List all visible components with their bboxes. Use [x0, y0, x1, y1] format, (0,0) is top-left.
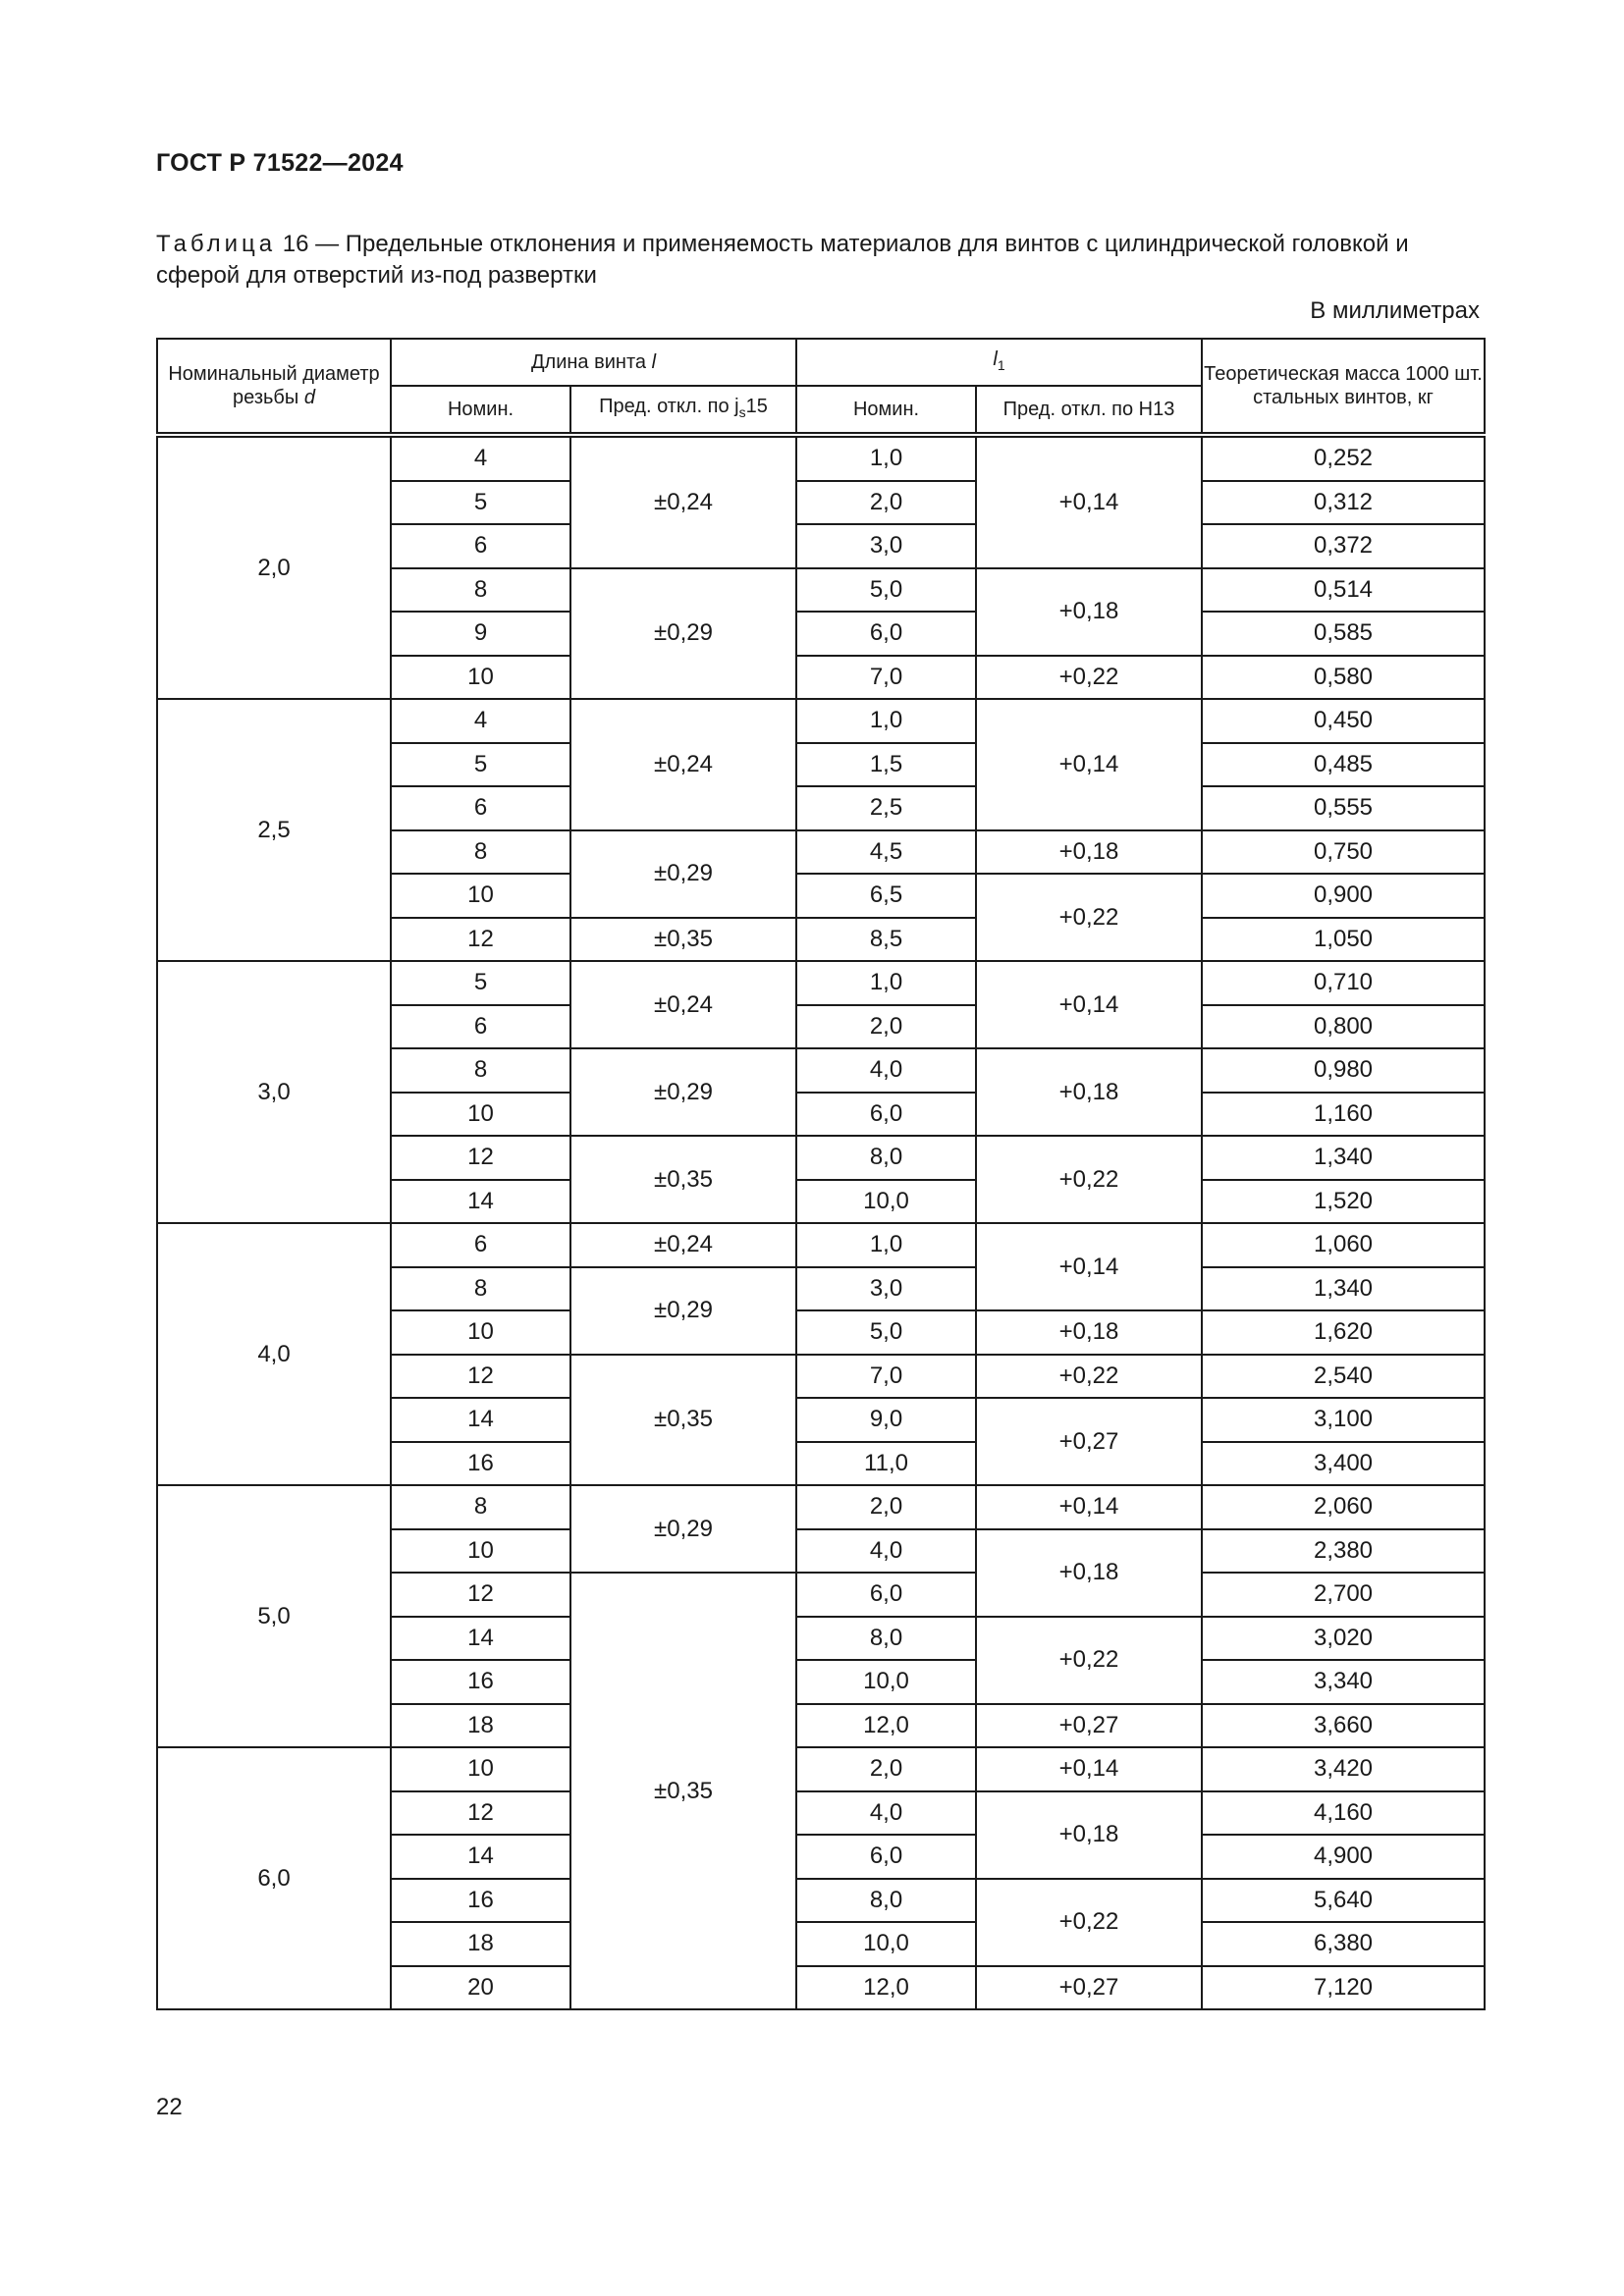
cell-length-tolerance: ±0,35: [570, 1136, 796, 1223]
cell-l1-tolerance: +0,18: [976, 1310, 1202, 1355]
cell-l1-tolerance: +0,27: [976, 1704, 1202, 1748]
cell-mass: 1,340: [1202, 1267, 1485, 1311]
cell-length-tolerance: ±0,35: [570, 1355, 796, 1486]
cell-diameter: 3,0: [157, 961, 391, 1223]
cell-mass: 0,800: [1202, 1005, 1485, 1049]
cell-length-tolerance: ±0,29: [570, 568, 796, 700]
cell-mass: 2,060: [1202, 1485, 1485, 1529]
cell-length-tolerance: ±0,24: [570, 435, 796, 568]
cell-l1: 4,5: [796, 830, 976, 875]
cell-diameter: 5,0: [157, 1485, 391, 1747]
cell-l1: 4,0: [796, 1529, 976, 1574]
cell-length: 8: [391, 830, 570, 875]
cell-l1: 12,0: [796, 1966, 976, 2010]
header-tol-l-prefix: Пред. откл. по j: [599, 396, 739, 417]
cell-mass: 0,900: [1202, 874, 1485, 918]
cell-l1: 8,0: [796, 1879, 976, 1923]
cell-length-tolerance: ±0,24: [570, 699, 796, 830]
cell-l1-tolerance: +0,18: [976, 1529, 1202, 1617]
cell-mass: 3,340: [1202, 1660, 1485, 1704]
header-tol-l1: Пред. откл. по H13: [976, 386, 1202, 435]
header-l1: [796, 339, 1202, 386]
cell-l1: 10,0: [796, 1660, 976, 1704]
cell-mass: 3,420: [1202, 1747, 1485, 1791]
table-row: [157, 961, 1485, 1005]
header-tol-l-suffix: 15: [745, 396, 768, 417]
cell-l1: 2,5: [796, 786, 976, 830]
cell-mass: 1,340: [1202, 1136, 1485, 1180]
table-row: [157, 1485, 1485, 1529]
cell-l1-tolerance: +0,14: [976, 1485, 1202, 1529]
page-number: 22: [156, 2094, 183, 2120]
header-nominal-diameter-var: d: [303, 387, 315, 408]
cell-mass: 3,100: [1202, 1398, 1485, 1442]
cell-length-tolerance: ±0,24: [570, 961, 796, 1048]
cell-l1: 2,0: [796, 1747, 976, 1791]
header-nomin-l: Номин.: [391, 386, 570, 435]
cell-length: 12: [391, 1791, 570, 1836]
cell-l1-tolerance: +0,22: [976, 1355, 1202, 1399]
cell-l1: 4,0: [796, 1048, 976, 1093]
header-tol-l: [570, 386, 796, 435]
units-label: В миллиметрах: [1310, 297, 1480, 324]
cell-length: 12: [391, 918, 570, 962]
cell-length: 18: [391, 1922, 570, 1966]
cell-l1-tolerance: +0,27: [976, 1398, 1202, 1485]
cell-length: 14: [391, 1617, 570, 1661]
cell-mass: 0,585: [1202, 612, 1485, 656]
cell-l1-tolerance: +0,22: [976, 1879, 1202, 1966]
cell-l1-tolerance: +0,18: [976, 568, 1202, 656]
cell-mass: 3,020: [1202, 1617, 1485, 1661]
cell-l1-tolerance: +0,27: [976, 1966, 1202, 2010]
cell-l1: 10,0: [796, 1922, 976, 1966]
header-nominal-diameter: [157, 339, 391, 435]
cell-l1-tolerance: +0,14: [976, 961, 1202, 1048]
cell-length: 8: [391, 568, 570, 613]
cell-mass: 1,620: [1202, 1310, 1485, 1355]
cell-l1: 1,0: [796, 961, 976, 1005]
cell-mass: 2,700: [1202, 1573, 1485, 1617]
cell-l1: 7,0: [796, 656, 976, 700]
cell-length: 6: [391, 1005, 570, 1049]
cell-length: 8: [391, 1485, 570, 1529]
table-caption: [156, 229, 1484, 292]
cell-mass: 0,252: [1202, 435, 1485, 481]
header-tol-l-sub: s: [738, 404, 746, 420]
cell-length-tolerance: ±0,29: [570, 830, 796, 918]
cell-length-tolerance: ±0,35: [570, 1573, 796, 2009]
cell-mass: 4,900: [1202, 1835, 1485, 1879]
cell-l1: 1,0: [796, 435, 976, 481]
cell-mass: 1,520: [1202, 1180, 1485, 1224]
tolerance-table: [156, 338, 1486, 2010]
cell-mass: 6,380: [1202, 1922, 1485, 1966]
header-screw-length-var: l: [651, 351, 657, 373]
cell-l1: 5,0: [796, 568, 976, 613]
cell-l1: 2,0: [796, 1485, 976, 1529]
cell-l1-tolerance: +0,18: [976, 1048, 1202, 1136]
cell-l1: 6,5: [796, 874, 976, 918]
cell-l1: 7,0: [796, 1355, 976, 1399]
cell-length: 9: [391, 612, 570, 656]
cell-mass: 5,640: [1202, 1879, 1485, 1923]
cell-mass: 0,485: [1202, 743, 1485, 787]
cell-l1: 1,0: [796, 1223, 976, 1267]
header-mass: Теоретическая масса 1000 шт. стальных винтов, кг: [1202, 339, 1485, 435]
cell-length-tolerance: ±0,29: [570, 1485, 796, 1573]
cell-l1: 3,0: [796, 524, 976, 568]
cell-length-tolerance: ±0,35: [570, 918, 796, 962]
cell-length: 12: [391, 1355, 570, 1399]
cell-diameter: 2,5: [157, 699, 391, 961]
table-row: [157, 699, 1485, 743]
cell-mass: 1,160: [1202, 1093, 1485, 1137]
header-nominal-diameter-text: Номинальный диаметр резьбы: [168, 363, 380, 408]
cell-l1-tolerance: +0,22: [976, 656, 1202, 700]
cell-length: 8: [391, 1267, 570, 1311]
cell-length: 8: [391, 1048, 570, 1093]
cell-l1: 6,0: [796, 1093, 976, 1137]
cell-length: 18: [391, 1704, 570, 1748]
cell-length: 10: [391, 1529, 570, 1574]
caption-text: 16 — Предельные отклонения и применяемость материалов для винтов с цилиндрической головкой и сферой для отверстий из-под развертки: [156, 231, 1409, 289]
cell-diameter: 6,0: [157, 1747, 391, 2009]
cell-l1-tolerance: +0,18: [976, 830, 1202, 875]
cell-l1: 2,0: [796, 481, 976, 525]
cell-l1: 8,0: [796, 1617, 976, 1661]
cell-length: 5: [391, 743, 570, 787]
cell-l1: 4,0: [796, 1791, 976, 1836]
cell-mass: 3,400: [1202, 1442, 1485, 1486]
cell-length: 12: [391, 1573, 570, 1617]
header-l1-var: l: [993, 348, 998, 370]
cell-length: 14: [391, 1835, 570, 1879]
cell-l1-tolerance: +0,14: [976, 1747, 1202, 1791]
cell-length: 10: [391, 874, 570, 918]
cell-mass: 0,750: [1202, 830, 1485, 875]
cell-l1: 2,0: [796, 1005, 976, 1049]
cell-mass: 7,120: [1202, 1966, 1485, 2010]
cell-length-tolerance: ±0,29: [570, 1048, 796, 1136]
cell-length: 16: [391, 1879, 570, 1923]
cell-l1: 6,0: [796, 612, 976, 656]
header-nomin-l1: Номин.: [796, 386, 976, 435]
caption-prefix: Таблица: [156, 231, 277, 257]
cell-length: 10: [391, 656, 570, 700]
cell-mass: 0,514: [1202, 568, 1485, 613]
cell-l1: 8,5: [796, 918, 976, 962]
cell-mass: 4,160: [1202, 1791, 1485, 1836]
cell-length: 10: [391, 1310, 570, 1355]
cell-mass: 0,372: [1202, 524, 1485, 568]
cell-length-tolerance: ±0,29: [570, 1267, 796, 1355]
cell-length: 6: [391, 524, 570, 568]
cell-length: 4: [391, 435, 570, 481]
cell-l1-tolerance: +0,22: [976, 1617, 1202, 1704]
cell-length: 5: [391, 481, 570, 525]
cell-mass: 0,312: [1202, 481, 1485, 525]
cell-l1: 1,5: [796, 743, 976, 787]
cell-length: 4: [391, 699, 570, 743]
cell-mass: 0,555: [1202, 786, 1485, 830]
cell-l1-tolerance: +0,22: [976, 874, 1202, 961]
cell-length: 14: [391, 1180, 570, 1224]
cell-mass: 0,980: [1202, 1048, 1485, 1093]
cell-l1: 10,0: [796, 1180, 976, 1224]
table-row: [157, 435, 1485, 481]
header-screw-length-text: Длина винта: [530, 351, 652, 373]
cell-length: 16: [391, 1660, 570, 1704]
cell-length: 16: [391, 1442, 570, 1486]
cell-l1: 9,0: [796, 1398, 976, 1442]
cell-mass: 3,660: [1202, 1704, 1485, 1748]
cell-l1-tolerance: +0,14: [976, 699, 1202, 830]
header-screw-length: [391, 339, 796, 386]
cell-l1: 6,0: [796, 1573, 976, 1617]
cell-l1-tolerance: +0,18: [976, 1791, 1202, 1879]
table-row: [157, 1223, 1485, 1267]
cell-mass: 2,380: [1202, 1529, 1485, 1574]
header-l1-sub: 1: [997, 357, 1005, 373]
cell-diameter: 2,0: [157, 435, 391, 699]
cell-length: 6: [391, 1223, 570, 1267]
cell-l1: 8,0: [796, 1136, 976, 1180]
cell-l1-tolerance: +0,22: [976, 1136, 1202, 1223]
cell-length: 14: [391, 1398, 570, 1442]
cell-mass: 1,050: [1202, 918, 1485, 962]
cell-l1: 5,0: [796, 1310, 976, 1355]
cell-length: 10: [391, 1093, 570, 1137]
cell-length-tolerance: ±0,24: [570, 1223, 796, 1267]
cell-l1-tolerance: +0,14: [976, 435, 1202, 568]
cell-mass: 0,710: [1202, 961, 1485, 1005]
cell-l1-tolerance: +0,14: [976, 1223, 1202, 1310]
document-code: ГОСТ Р 71522—2024: [156, 149, 404, 177]
cell-diameter: 4,0: [157, 1223, 391, 1485]
cell-length: 6: [391, 786, 570, 830]
cell-length: 10: [391, 1747, 570, 1791]
cell-length: 12: [391, 1136, 570, 1180]
cell-length: 20: [391, 1966, 570, 2010]
cell-l1: 12,0: [796, 1704, 976, 1748]
cell-l1: 11,0: [796, 1442, 976, 1486]
cell-mass: 1,060: [1202, 1223, 1485, 1267]
cell-l1: 1,0: [796, 699, 976, 743]
table-row: [157, 1747, 1485, 1791]
cell-mass: 0,450: [1202, 699, 1485, 743]
cell-l1: 3,0: [796, 1267, 976, 1311]
cell-l1: 6,0: [796, 1835, 976, 1879]
cell-length: 5: [391, 961, 570, 1005]
cell-mass: 2,540: [1202, 1355, 1485, 1399]
cell-mass: 0,580: [1202, 656, 1485, 700]
